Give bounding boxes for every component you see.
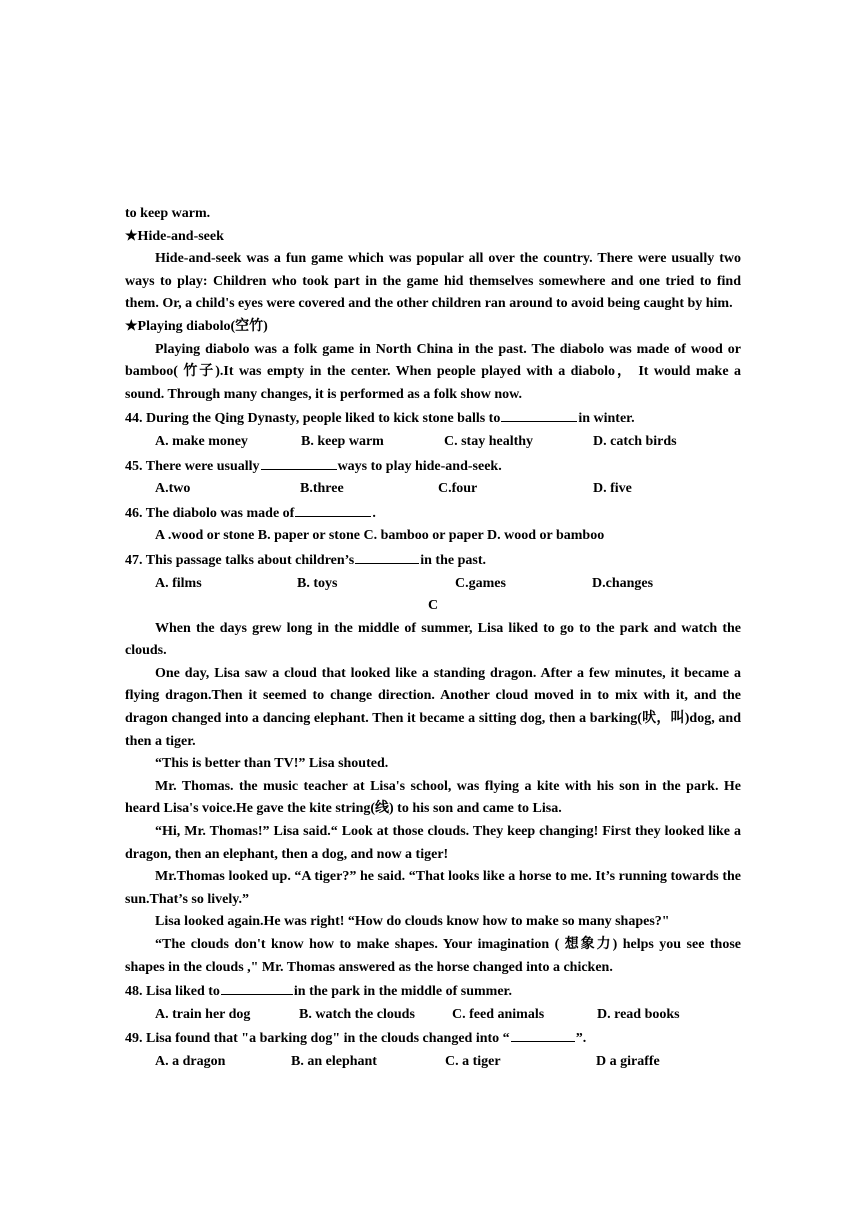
story-paragraph: “This is better than TV!” Lisa shouted. xyxy=(155,756,389,772)
question-stem-end: in the park in the middle of summer. xyxy=(293,984,512,1000)
question-46 xyxy=(125,501,741,548)
question-stem-end: . xyxy=(372,505,376,521)
question-stem-end: ”. xyxy=(575,1031,587,1047)
diabolo-heading: ★Playing diabolo(空竹) xyxy=(125,318,268,334)
options-row xyxy=(125,1051,741,1074)
option-d[interactable]: D. five xyxy=(593,481,632,497)
answer-blank[interactable] xyxy=(355,548,419,564)
question-stem: 45. There were usually xyxy=(125,458,260,474)
option-b[interactable]: B. an elephant xyxy=(291,1053,377,1069)
question-stem-end: in the past. xyxy=(420,552,486,568)
question-48 xyxy=(125,979,741,1026)
answer-blank[interactable] xyxy=(221,979,293,995)
option-b[interactable]: B. watch the clouds xyxy=(299,1006,415,1022)
hide-seek-paragraph: Hide-and-seek was a fun game which was popular all over the country. There were usually two ways to play: Children who took part in the game hid themselves somewhere and one tried to find them. Or, a child's eyes were covered and the other children ran around to avoid being caught by him. xyxy=(125,251,741,312)
answer-blank[interactable] xyxy=(511,1026,575,1042)
question-stem: 44. During the Qing Dynasty, people liked to kick stone balls to xyxy=(125,411,501,427)
story-paragraph: Mr. Thomas. the music teacher at Lisa's school, was flying a kite with his son in the park. He heard Lisa's voice.He gave the kite string(线) to his son and came to Lisa. xyxy=(125,778,741,817)
story-paragraph: One day, Lisa saw a cloud that looked like a standing dragon. After a few minutes, it became a flying dragon.Then it seemed to change direction. Another cloud moved in to mix with it, and the dragon changed into a dancing elephant. Then it became a sitting dog, then a barking(吠，叫)dog, and then a tiger. xyxy=(125,665,741,749)
question-stem-end: in winter. xyxy=(578,411,635,427)
option-d[interactable]: D.changes xyxy=(592,575,654,591)
answer-blank[interactable] xyxy=(295,501,371,517)
answer-blank[interactable] xyxy=(501,406,577,422)
option-b[interactable]: B.three xyxy=(300,481,344,497)
question-stem: 49. Lisa found that "a barking dog" in the clouds changed into “ xyxy=(125,1031,510,1047)
option-d[interactable]: D. catch birds xyxy=(593,433,677,449)
option-a[interactable]: A.two xyxy=(155,481,191,497)
option-c[interactable]: C. a tiger xyxy=(445,1053,501,1069)
story-paragraph: “The clouds don't know how to make shapes. Your imagination ( 想象力) helps you see those shapes in the clouds ," Mr. Thomas answered as the horse changed into a chicken. xyxy=(125,937,741,975)
option-c[interactable]: C.games xyxy=(455,575,506,591)
option-d[interactable]: D a giraffe xyxy=(596,1053,660,1069)
story-paragraph: Lisa looked again.He was right! “How do clouds know how to make so many shapes?" xyxy=(155,914,670,930)
intro-tail: to keep warm. xyxy=(125,206,211,221)
question-stem: 47. This passage talks about children’s xyxy=(125,552,355,568)
question-47 xyxy=(125,548,741,595)
option-c[interactable]: C.four xyxy=(438,481,478,497)
option-b[interactable]: B. toys xyxy=(297,575,338,591)
option-d[interactable]: D. read books xyxy=(597,1006,680,1022)
option-a[interactable]: A. make money xyxy=(155,433,248,449)
option-c[interactable]: C. stay healthy xyxy=(444,433,534,449)
question-stem-end: ways to play hide-and-seek. xyxy=(337,458,502,474)
story-paragraph: Mr.Thomas looked up. “A tiger?” he said. “That looks like a horse to me. It’s running towards the sun.That’s so lively.” xyxy=(125,869,741,907)
section-c-label: C xyxy=(427,598,439,614)
option-a[interactable]: A. films xyxy=(155,575,202,591)
story-paragraph: “Hi, Mr. Thomas!” Lisa said.“ Look at those clouds. They keep changing! First they looked like a dragon, then an elephant, then a dog, and now a tiger! xyxy=(125,824,741,862)
options-row xyxy=(125,573,741,596)
question-44 xyxy=(125,406,741,453)
option-a[interactable]: A. a dragon xyxy=(155,1053,226,1069)
options-line[interactable]: A .wood or stone B. paper or stone C. bamboo or paper D. wood or bamboo xyxy=(155,528,605,544)
document-page xyxy=(125,203,741,1074)
options-row xyxy=(125,478,741,501)
option-a[interactable]: A. train her dog xyxy=(155,1006,251,1022)
options-row xyxy=(125,431,741,454)
options-row xyxy=(125,1004,741,1027)
question-49 xyxy=(125,1026,741,1073)
diabolo-paragraph: Playing diabolo was a folk game in North China in the past. The diabolo was made of wood or bamboo( 竹子).It was empty in the center. When people played with a diabolo， It would make a sound. Through many changes, it is performed as a folk show now. xyxy=(125,341,741,402)
hide-seek-heading: ★Hide-and-seek xyxy=(125,228,224,244)
question-45 xyxy=(125,454,741,501)
question-stem: 46. The diabolo was made of xyxy=(125,505,295,521)
story-paragraph: When the days grew long in the middle of summer, Lisa liked to go to the park and watch the clouds. xyxy=(125,620,741,659)
option-b[interactable]: B. keep warm xyxy=(301,433,384,449)
question-stem: 48. Lisa liked to xyxy=(125,984,220,1000)
answer-blank[interactable] xyxy=(261,454,337,470)
option-c[interactable]: C. feed animals xyxy=(452,1006,545,1022)
